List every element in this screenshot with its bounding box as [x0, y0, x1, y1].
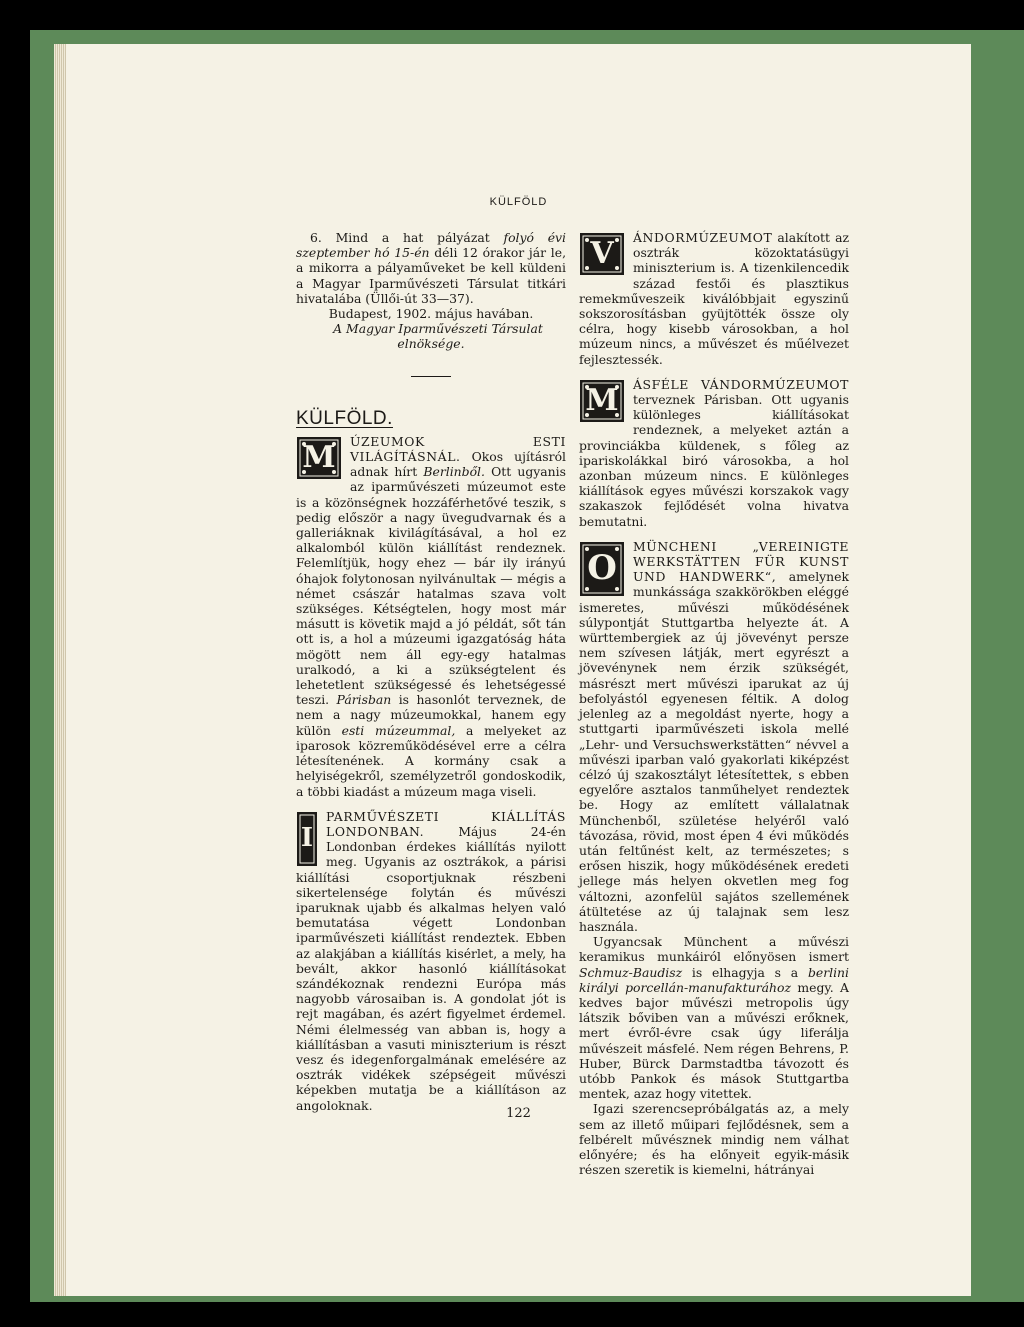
paragraph-closing: Igazi szerencsepróbálgatás az, a mely sem az illető műipari fejlődésnek, sem a felbérelt művésznek mindig nem válhat előnyére; és ha előnyeit egyik-másik részen szeretik is kiemelni, hátrányai	[579, 1101, 849, 1178]
article-text: ÁSFÉLE VÁNDORMÚZEUMOT terveznek Párisban. Ott ugyanis különleges kiállításokat rendeznek, a melyeket aztán a provinciákba küldenek, s főleg az ipariskolákkal biró városokba, a hol azonban múzeum nincs. E különleges kiállítások egyes művészi korszakok vagy szakaszok fejlődését volna hivatva bemutatni.	[579, 376, 849, 529]
notice-paragraph: 6. Mind a hat pályázat folyó évi szeptember hó 15-én déli 12 órakor jár le, a mikorra a pályaműveket be kell küldeni a Magyar Iparművészeti Társulat titkári hivatalába (Üllői-út 33—37).	[296, 230, 567, 306]
article-london-exhibition	[296, 809, 566, 1113]
page-edges	[54, 44, 66, 1296]
article-munich-workshops	[579, 539, 849, 1178]
article-museums-evening-lighting	[296, 434, 566, 799]
ornamental-initial-o: O	[579, 541, 625, 597]
divider-rule	[411, 376, 451, 377]
notice-signature: A Magyar Iparművészeti Társulat elnöksége.	[333, 321, 543, 352]
book-page	[66, 44, 971, 1296]
article-travelling-museum-paris	[579, 377, 849, 529]
ornamental-initial-m2: M	[579, 379, 625, 423]
article-text: MÜNCHENI „VEREINIGTE WERKSTÄTTEN FÜR KUNST UND HANDWERK“, amelynek munkássága szakkörökben eléggé ismeretes, művészi működésének súlypontját Stuttgartba helyezte át. A württembergiek az új jövevényt persze nem szívesen látják, mert egyrészt a jövevénynek nem érzik szükségét, másrészt mert művészi iparukat az új befolyástól egyenesen féltik. A dolog jelenleg az a megoldást nyerte, hogy a stuttgarti iparművészeti iskola mellé „Lehr- und Versuchswerkstätten“ névvel a művészi iparban való gyakorlati kiképzést célzó új szakosztályt létesítettek, s ebben egyelőre asztalos tanműhelyet rendeztek be. Hogy az említett vállalatnak Münchenből, születése helyéről való távozása, rövid, most épen 4 évi működés után feltűnést kelt, az természetes; s erősen hiszik, hogy működésének eredeti jellege más helyen okvetlen meg fog változni, azonfelül sajátos szellemének átültetése az új talajnak sem lesz használa.	[579, 538, 849, 934]
running-head: KÜLFÖLD	[489, 196, 548, 208]
right-column	[579, 230, 849, 1177]
ornamental-initial-i: I	[296, 811, 318, 867]
ornamental-initial-v: V	[579, 232, 625, 276]
article-text: ÚZEUMOK ESTI VILÁGÍTÁSNÁL. Okos ujításról adnak hírt Berlinből. Ott ugyanis az iparművészeti múzeumot este is a közönségnek hozzáférhetővé teszik, s pedig először a nagy üvegudvarnak és a galleriáknak kivilágításával, a hol ez alkalomból külön kiállítást rendeznek. Felemlítjük, hogy ehez — bár ily irányú óhajok folytonosan nyilvánultak — mégis a német császár hatalmas szava volt szükséges. Kétségtelen, hogy most már másutt is követik majd a jó példát, sőt tán ott is, a hol a múzeumi igazgatóság háta mögött nem áll egy-egy hatalmas uralkodó, a ki a szükségtelent és lehetetlent szükségessé és lehetségessé teszi. Párisban is hasonlót terveznek, de nem a nagy múzeumokkal, hanem egy külön esti múzeummal, a melyeket az iparosok közreműködésével erre a célra létesítenének. A kormány csak a helyiségekről, személyzetről gondoskodik, a többi kiadást a múzeum maga viseli.	[296, 433, 567, 799]
page-number: 122	[506, 1106, 531, 1121]
article-travelling-museum-austria	[579, 230, 849, 367]
article-text: PARMŰVÉSZETI KIÁLLÍTÁS LONDONBAN. Május 24-én Londonban érdekes kiállítás nyilott meg. Ugyanis az osztrákok, a párisi kiállítási csoportjuknak részbeni sikertelensége folytán és művészi iparuknak ujabb és alkalmas helyen való bemutatása végett Londonban iparművészeti kiállítást rendeztek. Ebben az alakjában a kiállítás kisérlet, a mely, ha bevált, akkor hasonló kiállításokat szándékoznak rendezni Európa más nagyobb városaiban is. A gondolat jót is rejt magában, és azért figyelmet érdemel. Némi élelmesség van abban is, hogy a kiállításban a vasuti miniszterium is részt vesz és idegenforgalmának emelésére az osztrák vidékek szépségeit művészi képekben mutatja be a kiállításon az angoloknak.	[296, 808, 566, 1113]
article-text: ÁNDORMÚZEUMOT alakított az osztrák közoktatásügyi miniszterium is. A tizenkilencedik század festői és plasztikus remekműveszeik kiválóbbjait egyszinű sokszorosításban gyüjtötték össze oly célra, hogy kisebb városokban, a hol múzeum nincs, a művészet és műélvezet fejlesztessék.	[579, 230, 849, 367]
left-column	[296, 230, 566, 1113]
paragraph-schmuz-baudisz: Ugyancsak Münchent a művészi keramikus munkáiról előnyösen ismert Schmuz-Baudisz is elhagyja s a berlini királyi porcellán-manufakturához megy. A kedves bajor művészi metropolis úgy látszik bőviben van a művészi erőknek, mert évről-évre csak úgy liferálja művészeit másfelé. Nem régen Behrens, P. Huber, Bürck Darmstadtba távozott és utóbb Pankok és mások Stuttgartba mentek, azaz hogy vitettek.	[579, 934, 850, 1102]
ornamental-initial-m: M	[296, 436, 342, 480]
notice-date: Budapest, 1902. május havában.	[328, 306, 534, 322]
section-title: KÜLFÖLD.	[296, 407, 393, 429]
